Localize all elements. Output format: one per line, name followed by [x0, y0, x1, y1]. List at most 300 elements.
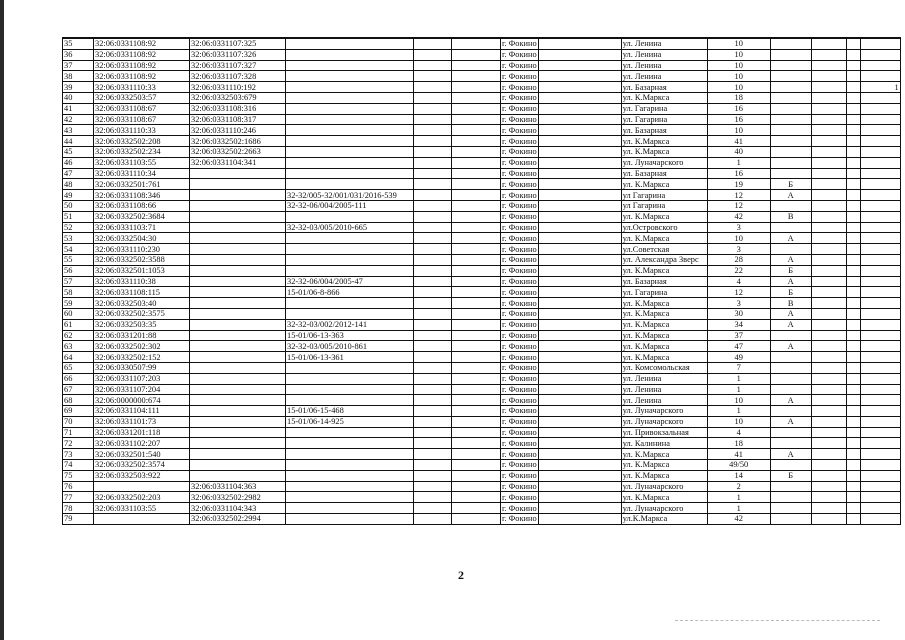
object-cadastral-number: 32:06:0331107:327	[190, 60, 286, 71]
empty-cell	[846, 427, 860, 438]
building-letter	[770, 427, 811, 438]
city: г. Фокино	[502, 341, 537, 351]
row-number: 48	[63, 179, 94, 190]
street: ул.К.Маркса	[621, 514, 707, 525]
object-cadastral-number	[190, 438, 286, 449]
extra-mark	[860, 190, 900, 201]
registration-number: 32-32/005-32/001/031/2016-539	[286, 190, 414, 201]
street: ул. Луначарского	[621, 503, 707, 514]
table-row	[63, 406, 901, 417]
city: г. Фокино	[502, 395, 537, 405]
empty-cell	[452, 60, 501, 71]
empty-cell	[414, 352, 452, 363]
empty-cell	[846, 319, 860, 330]
empty-cell	[538, 470, 621, 481]
empty-cell	[846, 514, 860, 525]
table-row	[63, 125, 901, 136]
empty-cell	[846, 136, 860, 147]
object-cadastral-number	[190, 233, 286, 244]
land-cadastral-number: 32:06:0331103:71	[94, 222, 190, 233]
registration-number	[286, 82, 414, 93]
extra-mark	[860, 265, 900, 276]
empty-cell	[452, 200, 501, 211]
empty-cell	[414, 330, 452, 341]
house-number: 47	[707, 341, 770, 352]
empty-cell	[414, 308, 452, 319]
city: г. Фокино	[502, 266, 537, 276]
table-row	[63, 330, 901, 341]
street: ул. Луначарского	[621, 406, 707, 417]
empty-cell	[452, 211, 501, 222]
table-row	[63, 449, 901, 460]
row-number: 68	[63, 395, 94, 406]
house-number: 10	[707, 71, 770, 82]
city: г. Фокино	[502, 168, 537, 178]
empty-cell	[452, 190, 501, 201]
empty-cell	[452, 179, 501, 190]
empty-cell	[452, 438, 501, 449]
registration-number	[286, 60, 414, 71]
row-number: 42	[63, 114, 94, 125]
registration-number	[286, 125, 414, 136]
empty-cell	[538, 168, 621, 179]
empty-cell	[538, 341, 621, 352]
object-cadastral-number: 32:06:0332503:679	[190, 92, 286, 103]
empty-cell	[811, 438, 846, 449]
city: г. Фокино	[502, 384, 537, 394]
empty-cell	[846, 276, 860, 287]
land-cadastral-number: 32:06:0332501:761	[94, 179, 190, 190]
empty-cell	[811, 211, 846, 222]
registration-number: 32-32-06/004/2005-47	[286, 276, 414, 287]
house-number: 1	[707, 384, 770, 395]
empty-cell	[452, 265, 501, 276]
empty-cell	[414, 276, 452, 287]
empty-cell	[452, 254, 501, 265]
empty-cell	[452, 71, 501, 82]
empty-cell	[538, 82, 621, 93]
building-letter	[770, 60, 811, 71]
land-cadastral-number: 32:06:0332503:40	[94, 298, 190, 309]
city: г. Фокино	[502, 514, 537, 524]
building-letter	[770, 373, 811, 384]
empty-cell	[414, 298, 452, 309]
empty-cell	[414, 254, 452, 265]
building-letter	[770, 157, 811, 168]
street: ул. К.Маркса	[621, 179, 707, 190]
empty-cell	[811, 416, 846, 427]
registration-number	[286, 244, 414, 255]
building-letter	[770, 114, 811, 125]
empty-cell	[538, 460, 621, 471]
empty-cell	[538, 114, 621, 125]
land-cadastral-number: 32:06:0331108:92	[94, 38, 190, 49]
empty-cell	[811, 514, 846, 525]
table-row	[63, 287, 901, 298]
street: ул. К.Маркса	[621, 470, 707, 481]
street: ул.Островского	[621, 222, 707, 233]
house-number: 30	[707, 308, 770, 319]
house-number: 41	[707, 136, 770, 147]
house-number: 10	[707, 49, 770, 60]
city: г. Фокино	[502, 406, 537, 416]
empty-cell	[846, 298, 860, 309]
empty-cell	[538, 146, 621, 157]
extra-mark	[860, 114, 900, 125]
table-row	[63, 352, 901, 363]
street: ул. Ленина	[621, 71, 707, 82]
empty-cell	[452, 503, 501, 514]
extra-mark	[860, 38, 900, 49]
empty-cell	[811, 449, 846, 460]
row-number: 45	[63, 146, 94, 157]
street: ул. К.Маркса	[621, 492, 707, 503]
street: ул. К.Маркса	[621, 211, 707, 222]
city: г. Фокино	[502, 60, 537, 70]
city: г. Фокино	[502, 82, 537, 92]
building-letter	[770, 481, 811, 492]
empty-cell	[452, 330, 501, 341]
empty-cell	[846, 406, 860, 417]
land-cadastral-number: 32:06:0332502:3575	[94, 308, 190, 319]
empty-cell	[538, 190, 621, 201]
building-letter	[770, 514, 811, 525]
building-letter	[770, 125, 811, 136]
empty-cell	[846, 384, 860, 395]
empty-cell	[846, 211, 860, 222]
table-row	[63, 503, 901, 514]
empty-cell	[811, 427, 846, 438]
building-letter	[770, 330, 811, 341]
street: ул. Александра Зверс	[621, 254, 707, 265]
house-number: 34	[707, 319, 770, 330]
extra-mark	[860, 200, 900, 211]
street: ул. К.Маркса	[621, 308, 707, 319]
empty-cell	[538, 211, 621, 222]
empty-cell	[811, 308, 846, 319]
building-letter	[770, 406, 811, 417]
table-row	[63, 200, 901, 211]
table-row	[63, 438, 901, 449]
city: г. Фокино	[502, 244, 537, 254]
house-number: 18	[707, 92, 770, 103]
empty-cell	[811, 146, 846, 157]
city: г. Фокино	[502, 201, 537, 211]
row-number: 76	[63, 481, 94, 492]
empty-cell	[538, 244, 621, 255]
object-cadastral-number: 32:06:0332502:2994	[190, 514, 286, 525]
empty-cell	[452, 341, 501, 352]
empty-cell	[846, 168, 860, 179]
empty-cell	[452, 427, 501, 438]
house-number: 10	[707, 233, 770, 244]
empty-cell	[414, 179, 452, 190]
house-number: 1	[707, 503, 770, 514]
house-number: 40	[707, 146, 770, 157]
extra-mark	[860, 244, 900, 255]
extra-mark	[860, 470, 900, 481]
row-number: 66	[63, 373, 94, 384]
empty-cell	[414, 190, 452, 201]
empty-cell	[811, 287, 846, 298]
house-number: 10	[707, 416, 770, 427]
city: г. Фокино	[502, 352, 537, 362]
empty-cell	[414, 38, 452, 49]
row-number: 67	[63, 384, 94, 395]
house-number: 3	[707, 222, 770, 233]
empty-cell	[452, 157, 501, 168]
empty-cell	[811, 384, 846, 395]
object-cadastral-number	[190, 244, 286, 255]
empty-cell	[414, 395, 452, 406]
city: г. Фокино	[502, 363, 537, 373]
street: ул. Ленина	[621, 384, 707, 395]
extra-mark	[860, 438, 900, 449]
object-cadastral-number	[190, 254, 286, 265]
row-number: 55	[63, 254, 94, 265]
table-row	[63, 136, 901, 147]
empty-cell	[811, 503, 846, 514]
table-row	[63, 481, 901, 492]
object-cadastral-number: 32:06:0332502:1686	[190, 136, 286, 147]
empty-cell	[846, 233, 860, 244]
empty-cell	[846, 179, 860, 190]
registration-number: 15-01/06-15-468	[286, 406, 414, 417]
registration-number	[286, 362, 414, 373]
empty-cell	[846, 244, 860, 255]
building-letter	[770, 71, 811, 82]
registration-number	[286, 492, 414, 503]
land-cadastral-number: 32:06:0000000:674	[94, 395, 190, 406]
building-letter: Б	[770, 179, 811, 190]
object-cadastral-number: 32:06:0331104:343	[190, 503, 286, 514]
registration-number	[286, 71, 414, 82]
city: г. Фокино	[502, 179, 537, 189]
registration-number	[286, 384, 414, 395]
extra-mark	[860, 449, 900, 460]
object-cadastral-number	[190, 384, 286, 395]
row-number: 77	[63, 492, 94, 503]
extra-mark	[860, 146, 900, 157]
street: ул. Ленина	[621, 395, 707, 406]
object-cadastral-number	[190, 265, 286, 276]
empty-cell	[414, 438, 452, 449]
table-row	[63, 276, 901, 287]
empty-cell	[452, 82, 501, 93]
object-cadastral-number	[190, 211, 286, 222]
extra-mark	[860, 233, 900, 244]
extra-mark	[860, 179, 900, 190]
empty-cell	[414, 157, 452, 168]
extra-mark	[860, 384, 900, 395]
house-number: 1	[707, 373, 770, 384]
table-row	[63, 308, 901, 319]
city: г. Фокино	[502, 492, 537, 502]
city: г. Фокино	[502, 104, 537, 114]
table-row	[63, 114, 901, 125]
building-letter: А	[770, 449, 811, 460]
empty-cell	[452, 406, 501, 417]
empty-cell	[414, 319, 452, 330]
table-row	[63, 146, 901, 157]
street: ул. К.Маркса	[621, 319, 707, 330]
extra-mark	[860, 71, 900, 82]
city: г. Фокино	[502, 428, 537, 438]
empty-cell	[538, 103, 621, 114]
empty-cell	[452, 125, 501, 136]
empty-cell	[811, 330, 846, 341]
registration-number	[286, 103, 414, 114]
house-number: 1	[707, 157, 770, 168]
city: г. Фокино	[502, 320, 537, 330]
object-cadastral-number	[190, 416, 286, 427]
table-row	[63, 470, 901, 481]
street: ул. Луначарского	[621, 157, 707, 168]
street: ул. Ленина	[621, 49, 707, 60]
registration-number	[286, 265, 414, 276]
registration-number	[286, 157, 414, 168]
city: г. Фокино	[502, 438, 537, 448]
empty-cell	[846, 308, 860, 319]
empty-cell	[811, 233, 846, 244]
empty-cell	[452, 395, 501, 406]
empty-cell	[538, 352, 621, 363]
row-number: 71	[63, 427, 94, 438]
street: ул. Базарная	[621, 82, 707, 93]
row-number: 69	[63, 406, 94, 417]
empty-cell	[538, 319, 621, 330]
city: г. Фокино	[502, 471, 537, 481]
table-row	[63, 157, 901, 168]
row-number: 64	[63, 352, 94, 363]
table-row	[63, 38, 901, 49]
empty-cell	[811, 222, 846, 233]
row-number: 39	[63, 82, 94, 93]
empty-cell	[538, 395, 621, 406]
row-number: 65	[63, 362, 94, 373]
object-cadastral-number	[190, 308, 286, 319]
empty-cell	[811, 395, 846, 406]
city: г. Фокино	[502, 71, 537, 81]
empty-cell	[538, 276, 621, 287]
city: г. Фокино	[502, 309, 537, 319]
empty-cell	[538, 92, 621, 103]
extra-mark	[860, 298, 900, 309]
table-row	[63, 254, 901, 265]
building-letter	[770, 492, 811, 503]
land-cadastral-number: 32:06:0332501:1053	[94, 265, 190, 276]
empty-cell	[452, 92, 501, 103]
city: г. Фокино	[502, 374, 537, 384]
building-letter	[770, 136, 811, 147]
empty-cell	[811, 38, 846, 49]
empty-cell	[846, 460, 860, 471]
city: г. Фокино	[502, 417, 537, 427]
empty-cell	[452, 114, 501, 125]
land-cadastral-number: 32:06:0330507:99	[94, 362, 190, 373]
extra-mark	[860, 49, 900, 60]
registration-number	[286, 233, 414, 244]
empty-cell	[538, 265, 621, 276]
empty-cell	[452, 103, 501, 114]
table-row	[63, 460, 901, 471]
house-number: 3	[707, 298, 770, 309]
property-register-table	[62, 37, 901, 525]
empty-cell	[811, 200, 846, 211]
extra-mark	[860, 427, 900, 438]
land-cadastral-number: 32:06:0332503:35	[94, 319, 190, 330]
building-letter	[770, 38, 811, 49]
building-letter	[770, 460, 811, 471]
street: ул. К.Маркса	[621, 146, 707, 157]
extra-mark	[860, 481, 900, 492]
empty-cell	[452, 136, 501, 147]
building-letter: Б	[770, 265, 811, 276]
empty-cell	[414, 416, 452, 427]
row-number: 43	[63, 125, 94, 136]
empty-cell	[452, 276, 501, 287]
object-cadastral-number	[190, 395, 286, 406]
street: ул. Базарная	[621, 168, 707, 179]
row-number: 60	[63, 308, 94, 319]
empty-cell	[846, 49, 860, 60]
city: г. Фокино	[502, 158, 537, 168]
empty-cell	[414, 470, 452, 481]
scan-artifact-line	[675, 620, 880, 621]
street: ул. Базарная	[621, 125, 707, 136]
land-cadastral-number	[94, 514, 190, 525]
house-number: 16	[707, 114, 770, 125]
empty-cell	[846, 82, 860, 93]
empty-cell	[538, 427, 621, 438]
empty-cell	[846, 287, 860, 298]
land-cadastral-number: 32:06:0332502:152	[94, 352, 190, 363]
house-number: 12	[707, 190, 770, 201]
extra-mark	[860, 125, 900, 136]
land-cadastral-number: 32:06:0331108:92	[94, 71, 190, 82]
city: г. Фокино	[502, 449, 537, 459]
registration-number	[286, 254, 414, 265]
land-cadastral-number: 32:06:0331110:38	[94, 276, 190, 287]
empty-cell	[811, 82, 846, 93]
land-cadastral-number: 32:06:0331110:33	[94, 125, 190, 136]
table-row	[63, 71, 901, 82]
empty-cell	[811, 157, 846, 168]
city: г. Фокино	[502, 482, 537, 492]
empty-cell	[452, 287, 501, 298]
land-cadastral-number: 32:06:0331107:204	[94, 384, 190, 395]
extra-mark	[860, 406, 900, 417]
land-cadastral-number: 32:06:0332502:208	[94, 136, 190, 147]
extra-mark: 1	[860, 82, 900, 93]
empty-cell	[414, 71, 452, 82]
empty-cell	[414, 222, 452, 233]
empty-cell	[811, 71, 846, 82]
empty-cell	[811, 103, 846, 114]
empty-cell	[452, 362, 501, 373]
empty-cell	[811, 319, 846, 330]
empty-cell	[414, 136, 452, 147]
street: ул. Гагарина	[621, 103, 707, 114]
empty-cell	[414, 287, 452, 298]
empty-cell	[452, 168, 501, 179]
extra-mark	[860, 222, 900, 233]
empty-cell	[846, 362, 860, 373]
registration-number: 32-32-03/005/2010-665	[286, 222, 414, 233]
object-cadastral-number	[190, 222, 286, 233]
building-letter: А	[770, 276, 811, 287]
empty-cell	[846, 254, 860, 265]
